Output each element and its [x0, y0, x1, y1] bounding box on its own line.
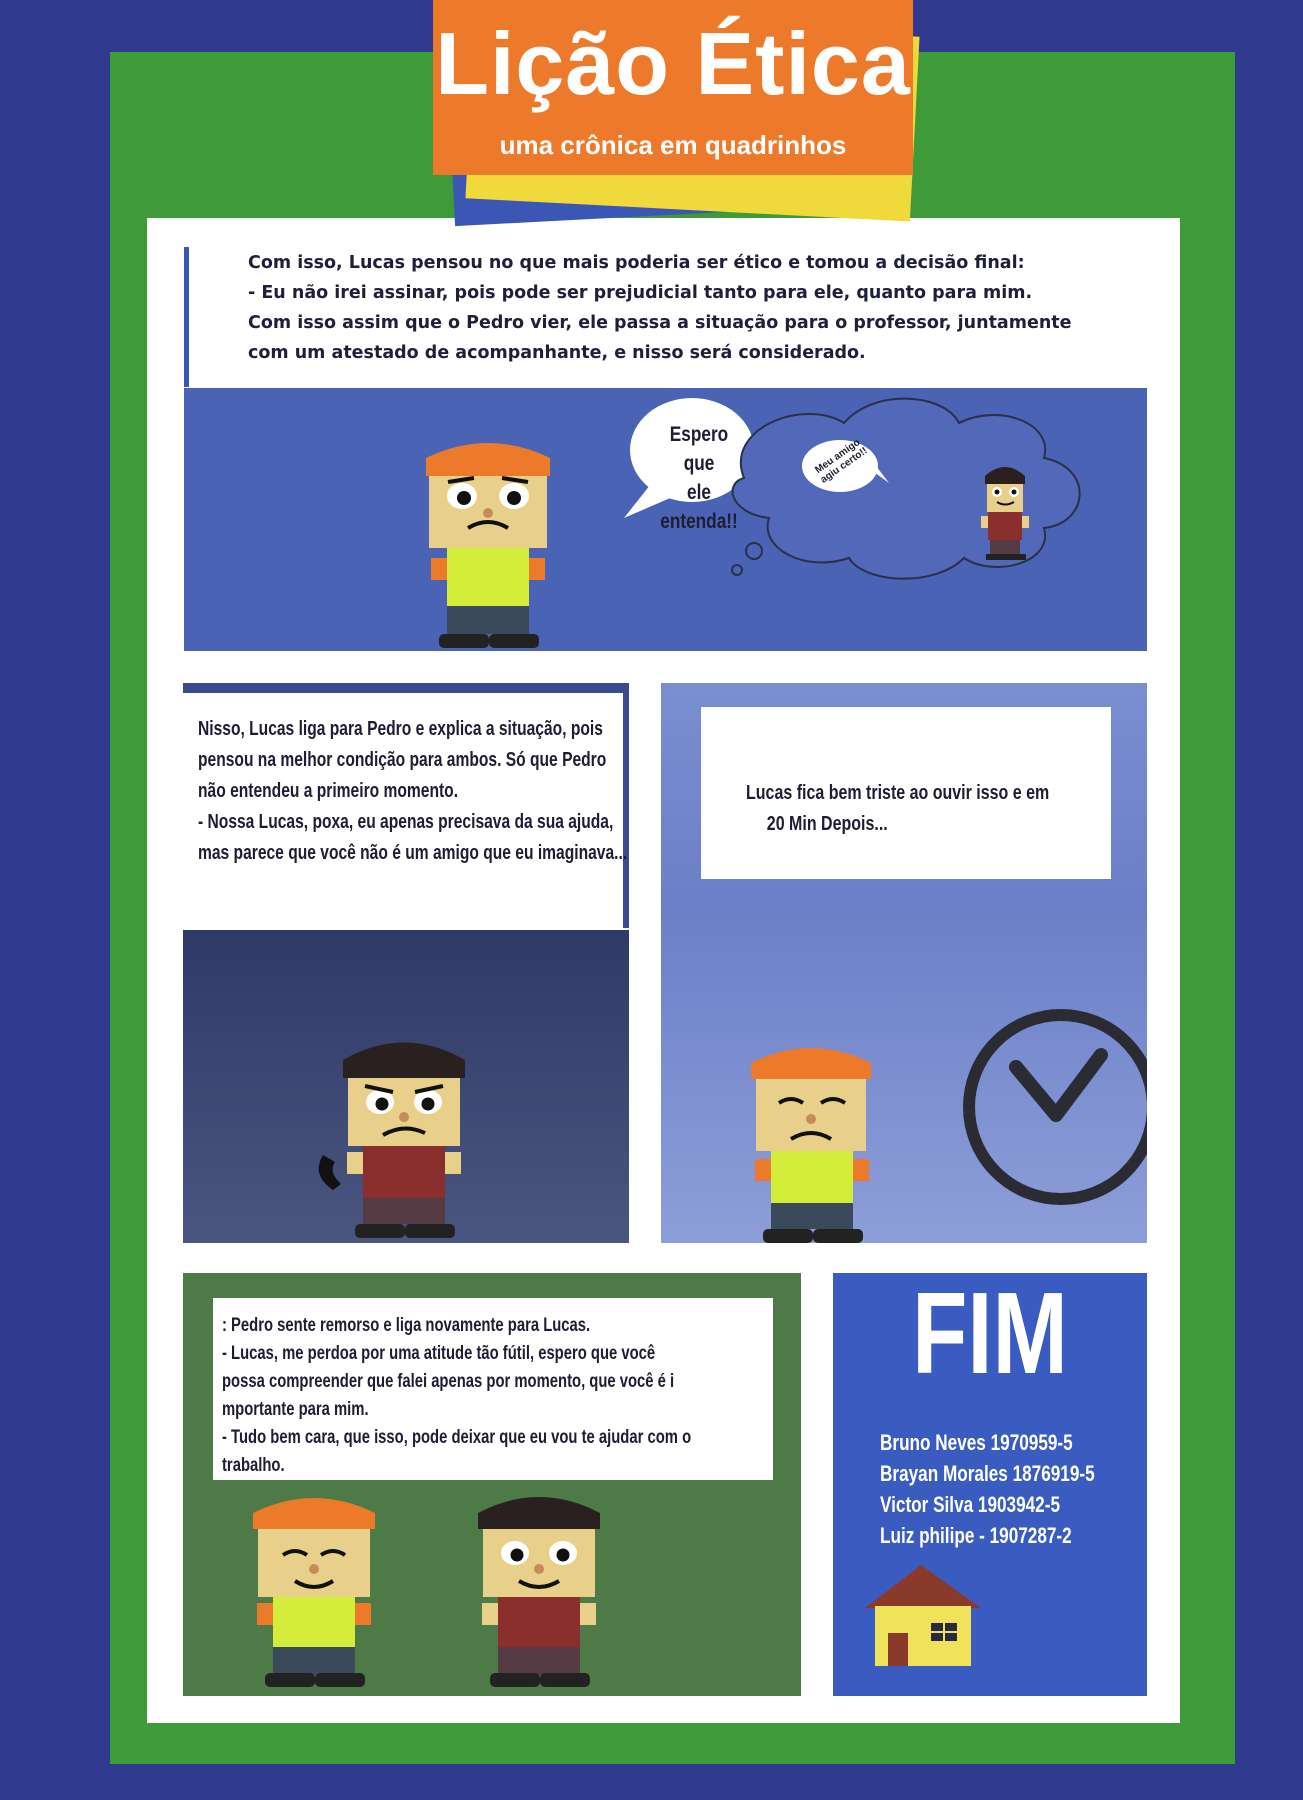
pedro-figure-happy: [478, 1497, 600, 1687]
panel3-line: pensou na melhor condição para ambos. Só que Pedro: [198, 749, 607, 771]
lucas-figure-worried: [426, 443, 550, 648]
panel3-scene: [183, 930, 629, 1243]
panel1-narration: [248, 248, 1072, 368]
thought-cloud: [733, 399, 1080, 579]
panel5-line: - Lucas, me perdoa por uma atitude tão fútil, espero que você: [222, 1343, 656, 1364]
panel1-line: com um atestado de acompanhante, e nisso será considerado.: [248, 343, 866, 363]
credit-line: Luiz philipe - 1907287-2: [880, 1523, 1072, 1548]
panel5-narration: [222, 1312, 691, 1480]
thought-dot: [732, 565, 742, 575]
panel3-art: [183, 930, 629, 1243]
credit-line: Victor Silva 1903942-5: [880, 1492, 1060, 1517]
clock-icon: [969, 1015, 1147, 1199]
speech-line: ele entenda!!: [660, 481, 738, 533]
panel3-line: Nisso, Lucas liga para Pedro e explica a situação, pois: [198, 718, 603, 740]
panel1-rule: [184, 247, 189, 387]
panel3-rule: [183, 683, 629, 693]
panel4-line: Lucas fica bem triste ao ouvir isso e em: [746, 782, 1050, 804]
credit-line: Brayan Morales 1876919-5: [880, 1461, 1095, 1486]
phone-icon: [319, 1155, 341, 1190]
panel1-line: Com isso, Lucas pensou no que mais poderia ser ético e tomou a decisão final:: [248, 253, 1025, 273]
lucas-figure-sad: [751, 1048, 871, 1243]
panel5-line: mportante para mim.: [222, 1399, 369, 1420]
panel5-line: possa compreender que falei apenas por momento, que você é i: [222, 1371, 675, 1392]
page-title: Lição Ética: [435, 14, 911, 113]
panel4-narration: [746, 778, 1049, 840]
page-subtitle: uma crônica em quadrinhos: [499, 130, 847, 160]
panel5-line: trabalho.: [222, 1455, 285, 1476]
end-label: FIM: [912, 1268, 1068, 1398]
pedro-figure-phone: [319, 1043, 465, 1239]
panel3-line: mas parece que você não é um amigo que eu imaginava...: [198, 842, 628, 864]
house-icon: [865, 1565, 981, 1666]
thought-dot: [746, 543, 762, 559]
panel1-line: Com isso assim que o Pedro vier, ele passa a situação para o professor, juntamente: [248, 313, 1072, 333]
panel3-line: não entendeu a primeiro momento.: [198, 780, 459, 802]
panel5-line: - Tudo bem cara, que isso, pode deixar que eu vou te ajudar com o: [222, 1427, 692, 1448]
panel4-line: 20 Min Depois...: [766, 813, 888, 835]
thought-speech-text: Meu amigo agiu certo!!: [813, 437, 870, 486]
speech-line: Espero que: [669, 423, 729, 475]
panel1-line: - Eu não irei assinar, pois pode ser prejudicial tanto para ele, quanto para mim.: [248, 283, 1033, 303]
panel3-line: - Nossa Lucas, poxa, eu apenas precisava da sua ajuda,: [198, 811, 614, 833]
lucas-figure-happy: [253, 1498, 375, 1687]
panel3-narration: [198, 714, 627, 869]
speech-text: [654, 420, 744, 536]
panel5-line: : Pedro sente remorso e liga novamente para Lucas.: [222, 1315, 591, 1336]
credit-line: Bruno Neves 1970959-5: [880, 1430, 1073, 1455]
panel2-scene: [184, 388, 1147, 651]
